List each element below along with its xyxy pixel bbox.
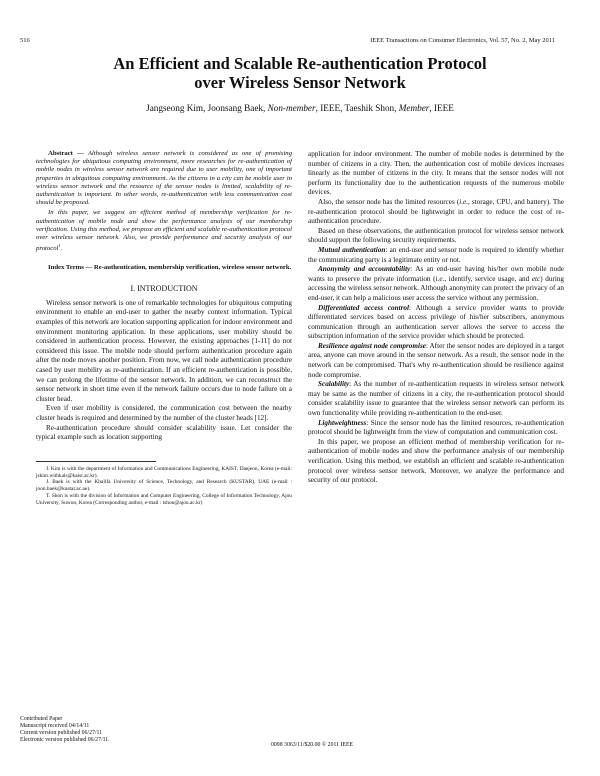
title-line-1: An Efficient and Scalable Re-authentication Protocol bbox=[113, 54, 487, 73]
right-paragraph-1: application for indoor environment. The number of mobile nodes is determined by the number of citizens in a city. Then, the authentication cost of mobile devices increases linearly as the number of citizens in the city. It means that the sensor nodes will not perform its functionality due to the authentication requests of the numerous mobile devices. bbox=[308, 150, 564, 197]
author-role-1: Non-member bbox=[267, 103, 316, 113]
right-p2-a: Also, the sensor node has the limited resources ( bbox=[318, 197, 460, 206]
requirement-text: : As the number of re-authentication requests in wireless sensor network may be same as the number of citizens in a city, the re-authentication protocol should consider scalability issue to guarantee that the wireless sensor network can perform its own functionality while providing re-authentication to the end-user. bbox=[308, 380, 564, 418]
electronic-version: Electronic version published 06/27/11. bbox=[20, 737, 110, 743]
right-p2-ie: i.e. bbox=[459, 197, 469, 206]
requirement-label: Lightweightness bbox=[318, 418, 367, 427]
author-names-1: Jangseong Kim, Joonsang Baek, bbox=[146, 103, 268, 113]
footnote-3: T. Shon is with the division of Information and Computer Engineering, College of Information Technology, Ajou University, Suwon, Korea (Corresponding author, e-mail : tshon@ajou.ac.kr) bbox=[36, 492, 292, 506]
right-paragraph-2 bbox=[308, 198, 564, 227]
manuscript-info bbox=[20, 716, 110, 744]
requirement-text: : After the sensor nodes are deployed in a target area, anyone can move around in the sensor network. As a result, the sensor node in the network can be compromised. That's why re-authentication should be resilience against node compromise. bbox=[308, 341, 565, 379]
left-column bbox=[36, 150, 292, 507]
section-heading-introduction: I. INTRODUCTION bbox=[130, 283, 198, 293]
requirement-label: Scalability bbox=[318, 380, 350, 389]
requirement-text: , identify, service usage, and bbox=[444, 274, 532, 283]
author-names-3: , IEEE bbox=[429, 103, 454, 113]
footnote-2: J. Baek is with the Khalifa University of Science, Technology, and Research (KUSTAR), UAE (e-mail : joon.baek@kustar.ac.ae). bbox=[36, 479, 292, 493]
page-number: 516 bbox=[20, 37, 30, 44]
intro-paragraph-2: Even if user mobility is considered, the communication cost between the nearby cluster heads is required and determined by the number of the cluster heads [12]. bbox=[36, 404, 292, 422]
copyright-line: 0098 3063/11/$20.00 © 2011 IEEE bbox=[271, 742, 354, 748]
requirement-lightweightness bbox=[308, 419, 564, 438]
requirement-text: : an end-user and sensor node is required to identify whether the communicating party is a legitimate entity or not. bbox=[308, 245, 565, 264]
current-version: Current version published 06/27/11 bbox=[20, 730, 103, 736]
requirement-etc: etc bbox=[531, 274, 541, 283]
right-p2-b: , storage, CPU, and battery). The re-authentication protocol should be lightweight in order to reduce the cost of re-authentication procedure. bbox=[308, 197, 565, 226]
footnote-marker: 1 bbox=[58, 243, 61, 249]
author-line bbox=[0, 103, 600, 113]
abstract-paragraph-2 bbox=[36, 209, 292, 253]
requirement-text: : Since the sensor node has the limited resources, re-authentication protocol should be lightweight from the view of computation and communication cost. bbox=[308, 418, 564, 437]
index-terms: Index Terms — Re-authentication, membership verification, wireless sensor network. bbox=[48, 263, 292, 271]
intro-paragraph-1: Wireless sensor network is one of remarkable technologies for ubiquitous computing environment to enable an end-user to gather the nearby context information. Typical examples of this network are location supporting application for indoor environment and environment monitoring application. In these applications, user mobility should be considered in authentication process. However, the existing approaches [1-11] do not considered this issue. The mobile node should perform authentication procedure again after the node moves another position. From now, we call node authentication procedure cased by user mobility as re-authentication. If an efficient re-authentication is possible, we can prolong the lifetime of the sensor network. In addition, we can reconstruct the sensor network in short time even if the network failure occurs due to node failure on a cluster head. bbox=[36, 298, 292, 403]
abstract-text-1: Although wireless sensor network is considered as one of promising technologies for ubiquitous computing environment, more researches for re-authentication of mobile nodes in wireless sensor network are required due to user mobility, one of important properties in ubiquitous computing environment. As the citizens in a city can be mobile user in wireless sensor network and the resource of the sensor nodes is limited, scalability of re-authentication is important. In other words, re-authentication with less communication cost should be proposed. bbox=[36, 150, 292, 207]
requirement-text: ) during accessing the wireless sensor network. Although anonymity can protect the privacy of an end-user, it can help a malicious user access the service without any permission. bbox=[308, 274, 565, 302]
contributed-paper: Contributed Paper bbox=[20, 716, 63, 722]
footnote-1: J. Kim is with the department of Information and Communications Engineering, KAIST, Daejeon, Korea (e-mail: jskim.withkals@kaist.ac.kr). bbox=[36, 465, 292, 479]
footnote-divider bbox=[36, 461, 156, 462]
requirement-resilience bbox=[308, 342, 564, 380]
requirement-anonymity bbox=[308, 265, 564, 303]
author-names-2: , IEEE, Taeshik Shon, bbox=[315, 103, 399, 113]
requirement-label: Anonymity and accountability bbox=[318, 265, 411, 274]
right-column bbox=[308, 150, 564, 486]
right-paragraph-3: Based on these observations, the authentication protocol for wireless sensor network should support the following security requirements. bbox=[308, 226, 564, 245]
requirement-text: : Although a service provider wants to provide differentiated services based on access privilege of his/her subscribers, anonymous communication through an authentication server allows the server to access the subscription information of the service provider which should be protected. bbox=[308, 303, 564, 341]
requirement-ie: i.e. bbox=[435, 274, 445, 283]
requirement-scalability bbox=[308, 380, 564, 418]
abstract-text-2: In this paper, we suggest an efficient method of membership verification for re-authentication of mobile node and show the performance analysis of our membership verification. Using this method, we propose an efficient and scalable re-authentication protocol over wireless sensor network. Also, we provide performance and security analysis of our protocol bbox=[36, 209, 292, 253]
paper-title bbox=[0, 54, 600, 92]
requirement-text: : As an end-user having his/her own mobile node wants to preserve the private information ( bbox=[308, 265, 564, 283]
intro-paragraph-3: Re-authentication procedure should consider scalability issue. Let consider the typical example such as location supporting bbox=[36, 423, 292, 442]
title-line-2: over Wireless Sensor Network bbox=[194, 73, 406, 92]
abstract-text-2-end: . bbox=[60, 245, 63, 253]
requirement-label: Differentiated access control bbox=[318, 303, 410, 312]
author-role-2: Member bbox=[398, 103, 430, 113]
right-paragraph-last: In this paper, we propose an efficient method of membership verification for re-authentication of mobile nodes and show the performance analysis of our membership verification. Using this method, we establish an efficient and scalable re-authentication protocol over wireless sensor network. Moreover, we analyze the performance and security of our protocol. bbox=[308, 437, 564, 485]
requirement-label: Resilience against node compromise bbox=[318, 341, 426, 350]
requirement-access-control bbox=[308, 304, 564, 342]
manuscript-received: Manuscript received 04/14/11 bbox=[20, 723, 90, 729]
requirement-label: Mutual authentication bbox=[318, 245, 386, 254]
running-header: IEEE Transactions on Consumer Electronics, Vol. 57, No. 2, May 2011 bbox=[370, 37, 555, 44]
abstract-label: Abstract — bbox=[48, 150, 84, 157]
requirement-mutual-authentication bbox=[308, 246, 564, 265]
abstract-paragraph-1 bbox=[36, 150, 292, 207]
